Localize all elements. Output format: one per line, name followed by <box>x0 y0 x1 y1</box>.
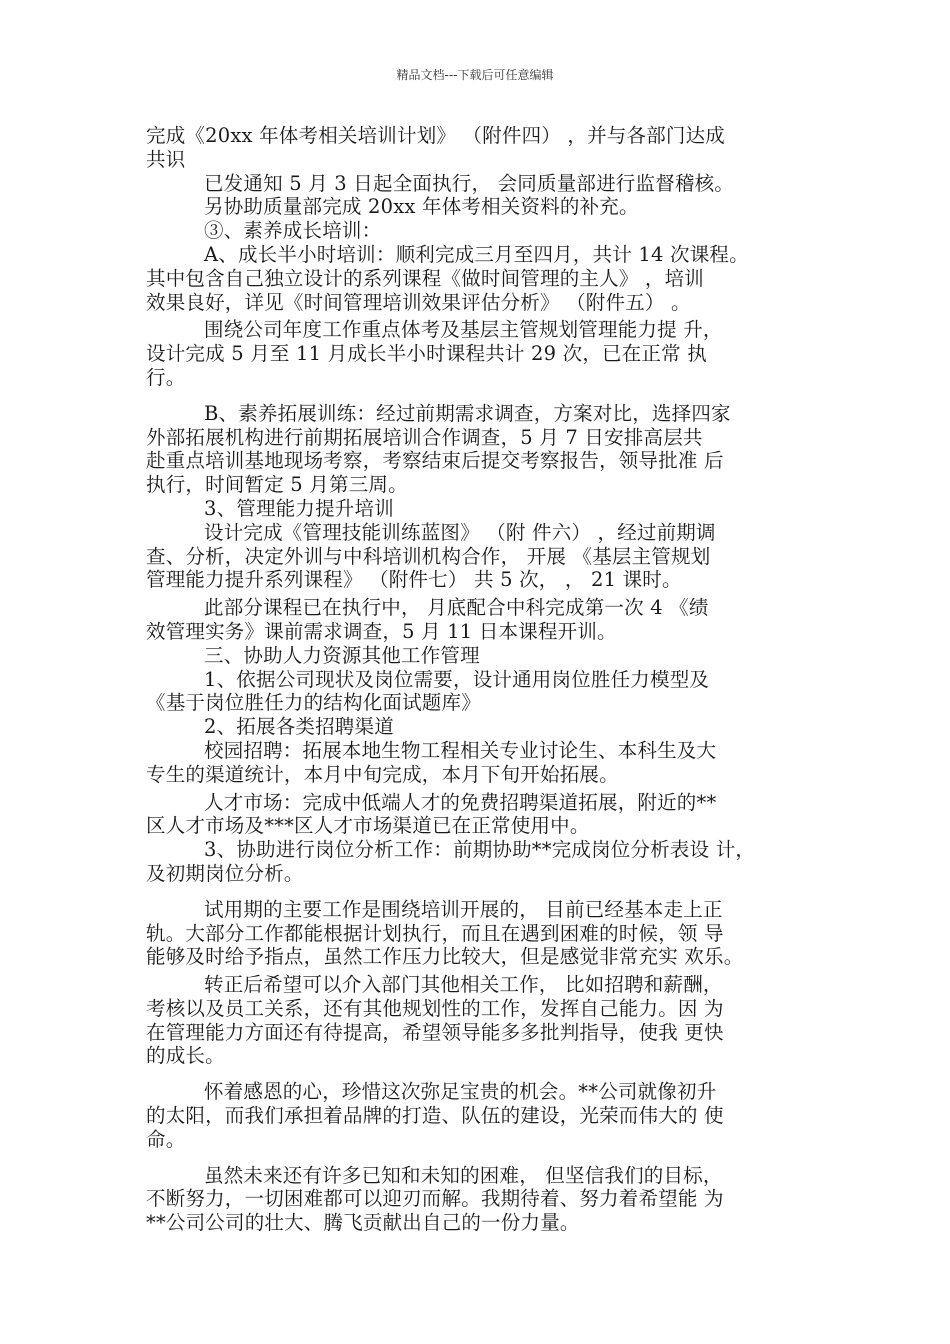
text-line: 已发通知 5 月 3 日起全面执行， 会同质量部进行监督稽核。 <box>204 171 735 195</box>
text-line: 效管理实务》课前需求调查，5 月 11 日本课程开训。 <box>146 619 617 643</box>
text-line: 转正后希望可以介入部门其他相关工作， 比如招聘和薪酬， <box>204 973 723 997</box>
text-line: 3、管理能力提升培训 <box>204 496 394 520</box>
text-line: 3、协助进行岗位分析工作：前期协助**完成岗位分析表设 计， <box>204 838 756 862</box>
text-line: 1、依据公司现状及岗位需要，设计通用岗位胜任力模型及 <box>204 667 710 691</box>
text-line: 效果良好，详见《时间管理培训效果评估分析》 （附件五） 。 <box>146 290 691 314</box>
text-line: 共识 <box>146 147 186 171</box>
text-line: 命。 <box>146 1127 186 1151</box>
text-line: 试用期的主要工作是围绕培训开展的， 目前已经基本走上正 <box>204 897 723 921</box>
document-body <box>146 124 822 1235</box>
text-line: 2、拓展各类招聘渠道 <box>204 715 394 739</box>
text-line: 的成长。 <box>146 1044 225 1068</box>
text-line: 围绕公司年度工作重点体考及基层主管规划管理能力提 升， <box>204 318 723 342</box>
text-line: 及初期岗位分析。 <box>146 861 304 885</box>
text-line: 设计完成 5 月至 11 月成长半小时课程共计 29 次，已在正常 执 <box>146 342 707 366</box>
text-line: 轨。大部分工作都能根据计划执行，而且在遇到困难的时候，领 导 <box>146 921 724 945</box>
text-line: 另协助质量部完成 20xx 年体考相关资料的补充。 <box>204 195 639 219</box>
text-line: 外部拓展机构进行前期拓展培训合作调查，5 月 7 日安排高层共 <box>146 425 703 449</box>
text-line: A、成长半小时培训：顺利完成三月至四月，共计 14 次课程。 <box>204 242 749 266</box>
text-line: B、素养拓展训练：经过前期需求调查，方案对比，选择四家 <box>204 401 731 425</box>
text-line: 管理能力提升系列课程》 （附件七） 共 5 次， ， 21 课时。 <box>146 568 682 592</box>
text-line: 考核以及员工关系，还有其他规划性的工作，发挥自己能力。因 为 <box>146 996 724 1020</box>
text-line: 查、分析，决定外训与中科培训机构合作， 开展 《基层主管规划 <box>146 544 711 568</box>
page-header: 精品文档---下载后可任意编辑 <box>396 68 554 82</box>
text-line: 能够及时给予指点，虽然工作压力比较大，但是感觉非常充实 欢乐。 <box>146 945 744 969</box>
text-line: 怀着感恩的心，珍惜这次弥足宝贵的机会。**公司就像初升 <box>204 1080 717 1104</box>
text-line: 行。 <box>146 365 186 389</box>
text-line: 完成《20xx 年体考相关培训计划》 （附件四） ，并与各部门达成 <box>146 124 726 147</box>
text-line: 的太阳，而我们承担着品牌的打造、队伍的建设，光荣而伟大的 使 <box>146 1104 724 1128</box>
text-line: 不断努力，一切困难都可以迎刃而解。我期待着、努力着希望能 为 <box>146 1187 724 1211</box>
text-line: 执行，时间暂定 5 月第三周。 <box>146 473 408 497</box>
text-line: 《基于岗位胜任力的结构化面试题库》 <box>146 691 481 715</box>
text-line: 在管理能力方面还有待提高，希望领导能多多批判指导，使我 更快 <box>146 1020 724 1044</box>
text-line: 校园招聘：拓展本地生物工程相关专业讨论生、本科生及大 <box>204 738 717 762</box>
text-line: 专生的渠道统计，本月中旬完成，本月下旬开始拓展。 <box>146 762 619 786</box>
text-line: 其中包含自己独立设计的系列课程《做时间管理的主人》 ，培训 <box>146 266 704 290</box>
text-line: **公司公司的壮大、腾飞贡献出自己的一份力量。 <box>146 1211 580 1235</box>
text-line: 人才市场：完成中低端人才的免费招聘渠道拓展，附近的** <box>204 790 717 814</box>
text-line: 设计完成《管理技能训练蓝图》 （附 件六） ，经过前期调 <box>204 520 716 544</box>
text-line: ③、素养成长培训： <box>204 219 382 243</box>
text-line: 赴重点培训基地现场考察，考察结束后提交考察报告，领导批准 后 <box>146 449 724 473</box>
text-line: 此部分课程已在执行中， 月底配合中科完成第一次 4 《绩 <box>204 596 709 620</box>
text-line: 区人才市场及***区人才市场渠道已在正常使用中。 <box>146 814 590 838</box>
text-line: 虽然未来还有许多已知和未知的困难， 但坚信我们的目标， <box>204 1163 723 1187</box>
text-line: 三、协助人力资源其他工作管理 <box>204 643 480 667</box>
